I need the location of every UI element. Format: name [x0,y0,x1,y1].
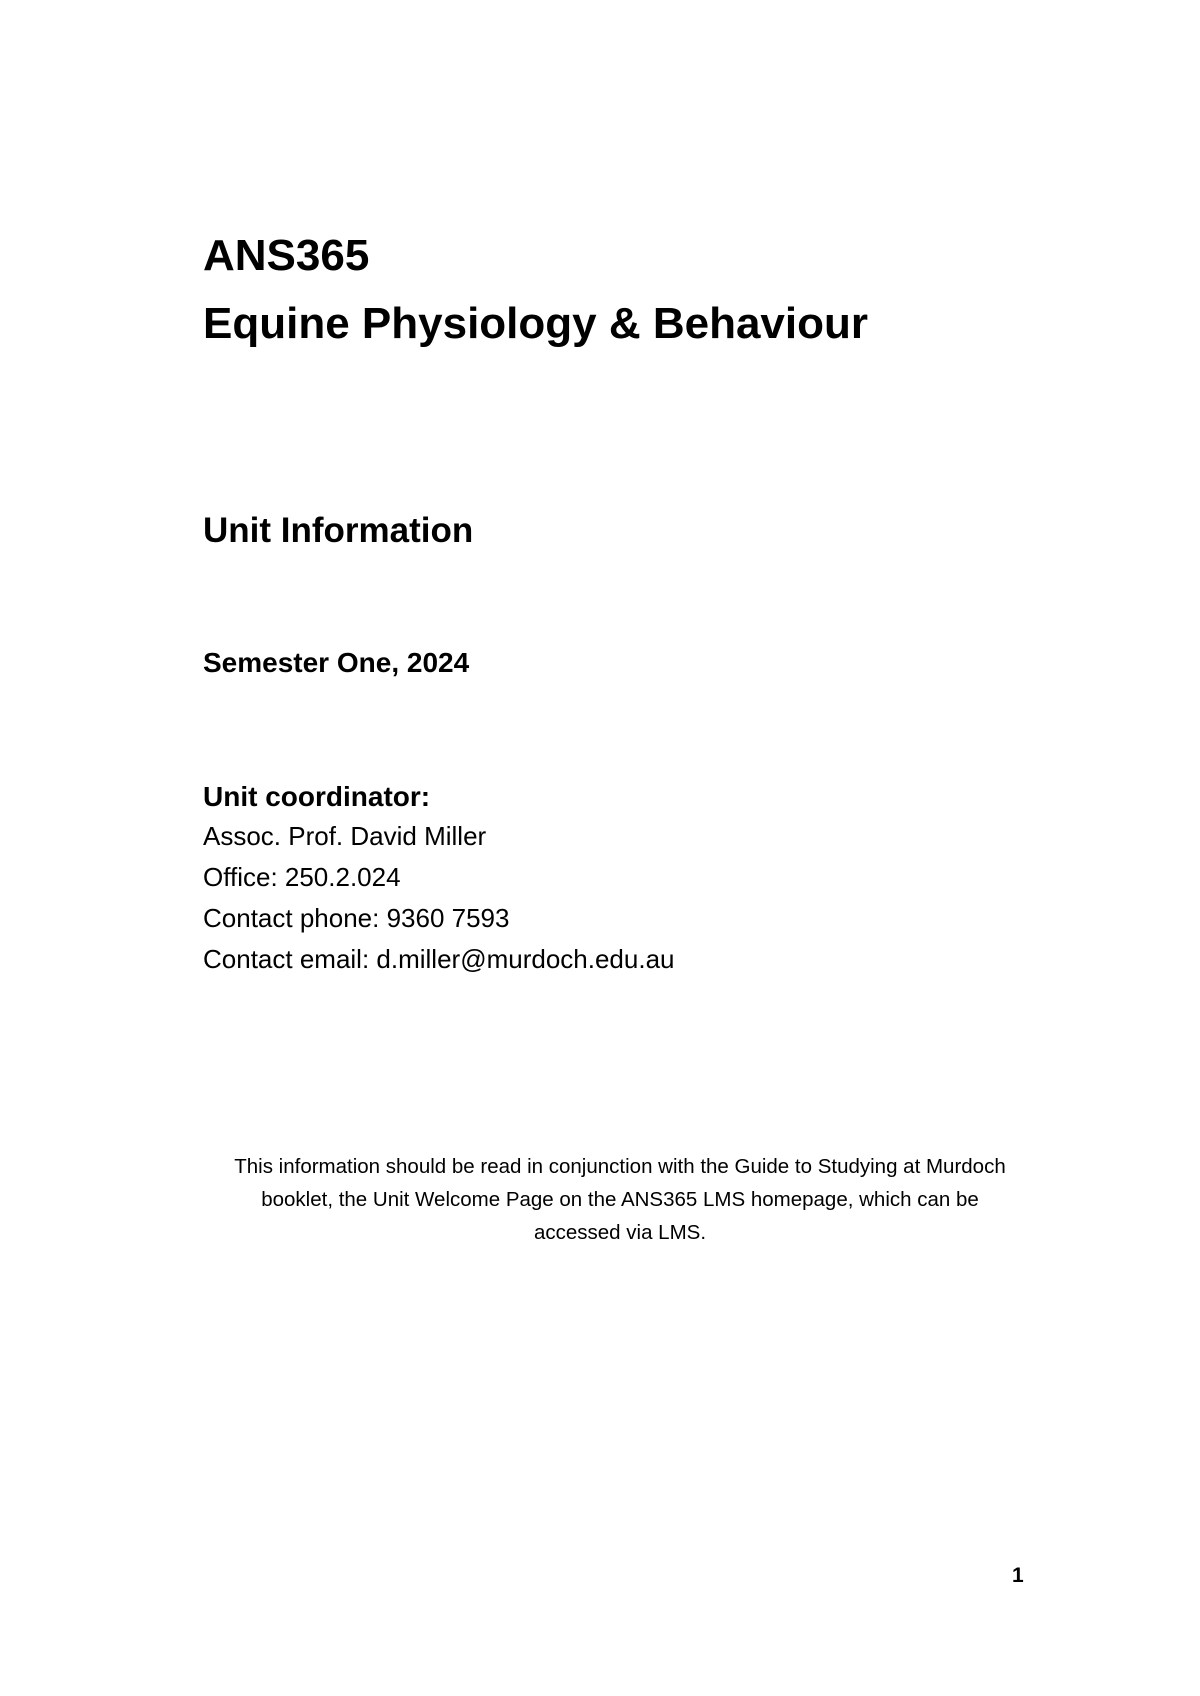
title-block [203,222,868,358]
coordinator-email: Contact email: d.miller@murdoch.edu.au [203,944,675,974]
page-number: 1 [1012,1564,1024,1587]
notice-line-2: booklet, the Unit Welcome Page on the ANS365 LMS homepage, which can be [261,1188,979,1211]
coordinator-phone: Contact phone: 9360 7593 [203,903,510,933]
coordinator-heading: Unit coordinator: [203,781,431,812]
coordinator-office: Office: 250.2.024 [203,862,401,892]
unit-information-heading: Unit Information [203,511,474,550]
reading-notice [180,1150,1060,1249]
coordinator-block [203,778,675,980]
semester-heading: Semester One, 2024 [203,647,470,678]
course-title: Equine Physiology & Behaviour [203,299,869,348]
course-code: ANS365 [203,231,370,280]
coordinator-name: Assoc. Prof. David Miller [203,821,487,851]
notice-line-1: This information should be read in conjunction with the Guide to Studying at Murdoch [234,1155,1006,1178]
notice-line-3: accessed via LMS. [533,1221,707,1244]
